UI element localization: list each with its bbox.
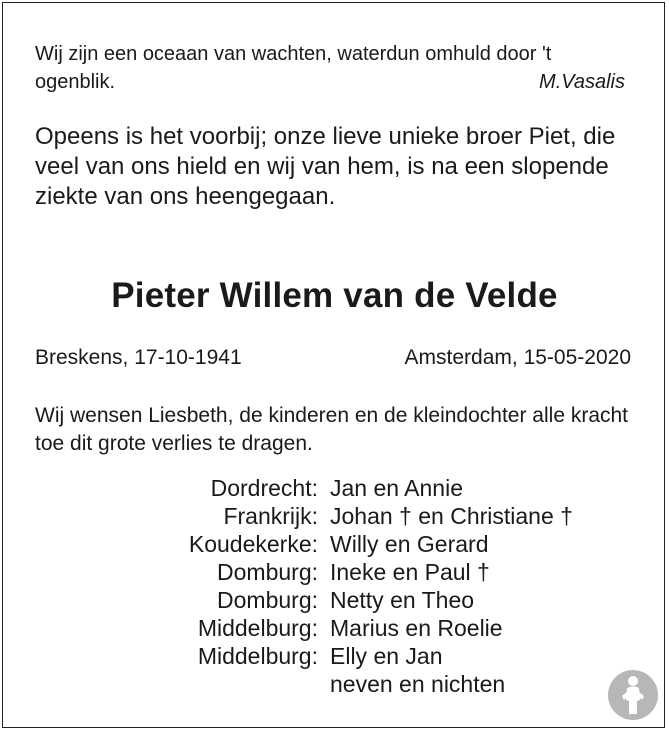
family-row xyxy=(0,642,669,670)
quote-author: M.Vasalis xyxy=(539,71,625,93)
death-place-date: Amsterdam, 15-05-2020 xyxy=(404,346,631,369)
family-row xyxy=(0,530,669,558)
family-names: Elly en Jan xyxy=(330,643,443,669)
family-names: neven en nichten xyxy=(330,671,506,697)
quote xyxy=(35,40,625,96)
family-place: Domburg: xyxy=(217,559,318,585)
quote-text: Wij zijn een oceaan van wachten, waterdun omhuld door 't ogenblik. xyxy=(35,43,552,93)
family-row xyxy=(0,586,669,614)
family-row xyxy=(0,558,669,586)
family-names: Willy en Gerard xyxy=(330,531,489,557)
family-place: Koudekerke: xyxy=(188,531,318,557)
family-row xyxy=(0,670,669,698)
family-place: Middelburg: xyxy=(197,643,318,669)
family-row xyxy=(0,502,669,530)
family-names: Marius en Roelie xyxy=(330,615,503,641)
mourning-figure-icon xyxy=(608,670,658,720)
wish-text: Wij wensen Liesbeth, de kinderen en de kleindochter alle kracht toe dit grote verlies te dragen. xyxy=(35,404,629,455)
family-place xyxy=(0,670,330,698)
family-row xyxy=(0,614,669,642)
deceased-name: Pieter Willem van de Velde xyxy=(111,276,558,315)
family-names: Johan † en Christiane † xyxy=(330,503,573,529)
family-list xyxy=(0,474,669,698)
family-place: Dordrecht: xyxy=(210,475,318,501)
family-place: Domburg: xyxy=(217,587,318,613)
family-names: Ineke en Paul † xyxy=(330,559,490,585)
birth-place-date: Breskens, 17-10-1941 xyxy=(35,346,242,369)
family-place: Middelburg: xyxy=(197,615,318,641)
family-names: Netty en Theo xyxy=(330,587,475,613)
family-place: Frankrijk: xyxy=(223,503,318,529)
family-row xyxy=(0,474,669,502)
intro-text: Opeens is het voorbij; onze lieve unieke broer Piet, die veel van ons hield en wij van hem, is na een slopende ziekte van ons heengegaan. xyxy=(35,123,616,210)
family-names: Jan en Annie xyxy=(330,475,464,501)
